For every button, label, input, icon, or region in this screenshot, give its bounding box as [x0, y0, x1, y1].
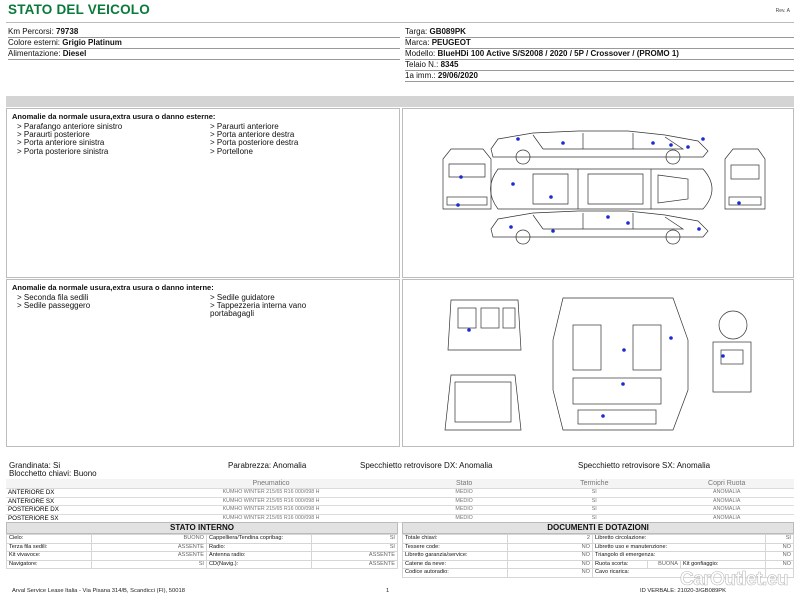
fuel-row: Alimentazione: Diesel [8, 49, 87, 58]
table-row: Tessere code: NO Libretto uso e manutenzione: NO [403, 543, 794, 552]
internal-diagram-panel [402, 279, 794, 447]
tyres-header [6, 479, 143, 489]
external-damage-item: > Porta anteriore destra [210, 130, 295, 140]
colour-value: Grigio Platinum [62, 38, 122, 47]
make-row: Marca: PEUGEOT [405, 38, 471, 47]
external-damage-item: > Paraurti posteriore [17, 130, 90, 140]
internal-damage-panel [6, 279, 400, 447]
car-side-view-left [491, 211, 708, 244]
interior-damage-markers [467, 328, 725, 418]
rear-seat-view [448, 300, 521, 350]
tyres-header: Copri Ruota [659, 479, 794, 489]
external-damage-title: Anomalie da normale usura,extra usura o danno esterne: [12, 112, 216, 121]
table-row: Cielo: BUONO Cappelliera/Tendina copribag: SI [7, 535, 398, 544]
table-row: Kit vivavoce: ASSENTE Antenna radio: ASSENTE [7, 552, 398, 561]
table-row: POSTERIORE SX KUMHO WINTER 215/65 R16 000/098 H MEDIO SI ANOMALIA [6, 514, 794, 523]
table-row: Terza fila sedili: ASSENTE Radio: SI [7, 543, 398, 552]
internal-damage-item: > Sedile passeggero [17, 301, 91, 311]
external-damage-item: > Porta posteriore sinistra [17, 146, 109, 156]
external-damage-item: > Paraurti anteriore [210, 122, 279, 131]
dashboard-view [713, 311, 751, 392]
footer-page-number: 1 [386, 588, 390, 594]
mirror-sx-status: Specchietto retrovisore SX: Anomalia [578, 461, 711, 470]
car-exterior-diagram [403, 109, 793, 277]
fuel-value: Diesel [62, 49, 87, 58]
interior-status-table [6, 534, 398, 569]
interior-status-section [6, 522, 398, 569]
external-diagram-panel [402, 108, 794, 278]
km-row: Km Percorsi: 79738 [8, 27, 79, 36]
colour-row: Colore esterni: Grigio Platinum [8, 38, 122, 47]
model-value: BlueHDi 100 Active S/S2008 / 2020 / 5P / Crossover / (PROMO 1) [437, 49, 679, 58]
trunk-view [445, 375, 521, 430]
external-damage-item: > Porta posteriore destra [210, 138, 299, 148]
hail-status: Grandinata: Si [9, 461, 61, 470]
chassis-value: 8345 [440, 60, 459, 69]
tyres-header: Stato [399, 479, 529, 489]
make-value: PEUGEOT [431, 38, 471, 47]
table-row: ANTERIORE SX KUMHO WINTER 215/65 R16 000/098 H MEDIO SI ANOMALIA [6, 497, 794, 506]
model-row: Modello: BlueHDi 100 Active S/S2008 / 2020 / 5P / Crossover / (PROMO 1) [405, 49, 679, 58]
section-bar [6, 96, 794, 107]
internal-damage-item: portabagagli [210, 309, 255, 319]
table-row: Navigatore: SI CD(Navig.): ASSENTE [7, 560, 398, 569]
footer-reference: ID VERBALE: 21020-3/GB089PK [640, 588, 727, 594]
vehicle-info-left [8, 27, 400, 60]
footer-address: Arval Service Lease Italia - Via Pisana 314/B, Scandicci (FI), 50018 [12, 588, 185, 594]
internal-damage-item: > Tappezzeria interna vano [210, 301, 307, 311]
tyres-header-row [6, 479, 794, 489]
table-row: ANTERIORE DX KUMHO WINTER 215/65 R16 000/098 H MEDIO SI ANOMALIA [6, 489, 794, 498]
car-top-view [491, 169, 713, 209]
external-damage-item: > Portellone [210, 146, 253, 156]
external-damage-panel [6, 108, 400, 278]
tyres-header: Termiche [529, 479, 659, 489]
page-title: STATO DEL VEICOLO [8, 2, 150, 17]
table-row: Totale chiavi: 2 Libretto circolazione: SI [403, 535, 794, 544]
plate-value: GB089PK [429, 27, 466, 36]
car-interior-diagram [403, 280, 793, 446]
car-side-view-right [491, 131, 708, 164]
windscreen-status: Parabrezza: Anomalia [228, 461, 307, 470]
internal-damage-title: Anomalie da normale usura,extra usura o danno interne: [12, 283, 214, 292]
plate-row: Targa: GB089PK [405, 27, 466, 36]
key-lock-status: Blocchetto chiavi: Buono [9, 469, 97, 478]
revision-label: Rev. A [775, 8, 790, 14]
table-row: Codice autoradio: NO Cavo ricarica: [403, 569, 794, 578]
exterior-damage-markers [456, 137, 741, 233]
external-damage-item: > Parafango anteriore sinistro [17, 122, 123, 131]
table-row: POSTERIORE DX KUMHO WINTER 215/65 R16 000/098 H MEDIO SI ANOMALIA [6, 506, 794, 515]
km-value: 79738 [56, 27, 79, 36]
documents-title: DOCUMENTI E DOTAZIONI [402, 522, 794, 534]
table-row: Catene da neve: NO Ruota scorta: BUONA Kit gonfiaggio: NO [403, 560, 794, 569]
external-damage-item: > Porta anteriore sinistra [17, 138, 105, 148]
vehicle-info-right [405, 27, 794, 82]
interior-status-title: STATO INTERNO [6, 522, 398, 534]
internal-damage-item: > Sedile guidatore [210, 293, 275, 302]
chassis-row: Telaio N.: 8345 [405, 60, 459, 69]
tyres-header: Pneumatico [143, 479, 399, 489]
car-rear-view [725, 149, 765, 209]
registration-value: 29/06/2020 [437, 71, 478, 80]
car-front-view [443, 149, 491, 209]
internal-damage-item: > Seconda fila sedili [17, 293, 89, 302]
tyres-table [6, 479, 794, 523]
watermark-logo: CarOutlet.eu [679, 569, 788, 590]
mirror-dx-status: Specchietto retrovisore DX: Anomalia [360, 461, 493, 470]
table-row: Libretto garanzia/service: NO Triangolo di emergenza: NO [403, 552, 794, 561]
interior-top-view [553, 298, 688, 430]
registration-row: 1a imm.: 29/06/2020 [405, 71, 478, 80]
header-divider [6, 22, 794, 23]
